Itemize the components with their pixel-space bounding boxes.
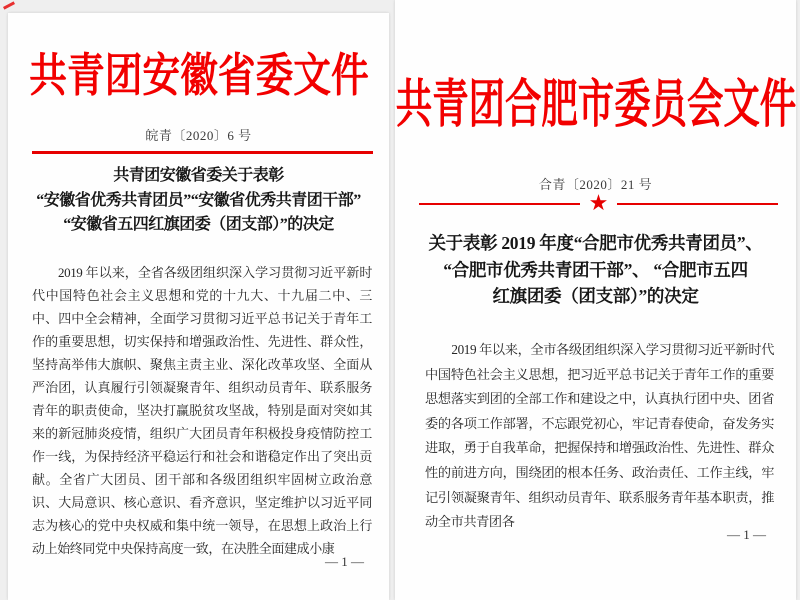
separator-line-left [419,203,580,206]
hefei-doc-number: 合青〔2020〕21 号 [538,177,653,192]
hefei-page-number: — 1 — [727,527,766,542]
anhui-body-paragraph: 2019 年以来，全省各级团组织深入学习贯彻习近平新时代中国特色社会主义思想和党的十九大、十九届二中、三中、四中全会精神，全面学习贯彻习近平总书记关于青年工作的重要思想，切实保持和增强政治性、先进性、群众性，坚持高举伟大旗帜、聚焦主责主业、深化改革攻坚、全面从严治团，认真履行引领凝聚青年、组织动员青年、联系服务青年的职责使命，坚决打赢脱贫攻坚战，特别是面对突如其来的新冠肺炎疫情，组织广大团员青年积极投身疫情防控工作一线，为保持经济平稳运行和社会和谐稳定作出了突出贡献。全省广大团员、团干部和各级团组织牢固树立政治意识、大局意识、核心意识、看齐意识，坚定维护以习近平同志为核心的党中央权威和集中统一领导，在思想上政治上行动上始终同党中央保持高度一致，在决胜全面建成小康 [32,265,372,556]
hefei-title-line-3: 红旗团委（团支部）”的决定 [492,286,699,306]
hefei-title-line-1: 关于表彰 2019 年度“合肥市优秀共青团员”、 [428,233,763,253]
anhui-title-line-3: “安徽省五四红旗团委（团支部）”的决定 [63,216,334,233]
hefei-body-paragraph: 2019 年以来，全市各级团组织深入学习贯彻习近平新时代中国特色社会主义思想，把习近平总书记关于青年工作的重要思想落实到团的全部工作和建设之中，认真执行团中央、团省委的各项工作部署，不忘跟党初心，牢记青春使命，奋发务实进取，勇于自我革命，把握保持和增强政治性、先进性、群众性的前进方向，围绕团的根本任务、政治责任、工作主线，牢记引领凝聚青年、组织动员青年、联系服务青年基本职责，推动全市共青团各 [425,342,774,530]
hefei-title-line-2: “合肥市优秀共青团干部”、 “合肥市五四 [443,259,748,280]
anhui-doc-title [8,164,389,238]
red-corner-tick [3,1,15,9]
separator-line-right [617,203,778,206]
anhui-doc-number: 皖青〔2020〕6 号 [145,128,252,143]
hefei-red-separator [419,192,778,216]
anhui-letterhead [8,39,389,105]
hefei-letterhead [395,62,796,137]
anhui-page-number: — 1 — [325,554,364,569]
document-page-hefei [395,0,796,600]
hefei-doc-title [395,230,796,310]
hefei-letterhead-text: 共青团合肥市委员会文件 [395,77,796,134]
red-star-icon: ★ [588,191,609,216]
anhui-title-line-1: 共青团安徽省委关于表彰 [113,167,284,184]
anhui-title-line-2: “安徽省优秀共青团员”“安徽省优秀共青团干部” [36,191,361,209]
anhui-letterhead-text: 共青团安徽省委文件 [28,50,369,101]
document-page-anhui [8,13,389,600]
anhui-red-separator [32,151,373,154]
